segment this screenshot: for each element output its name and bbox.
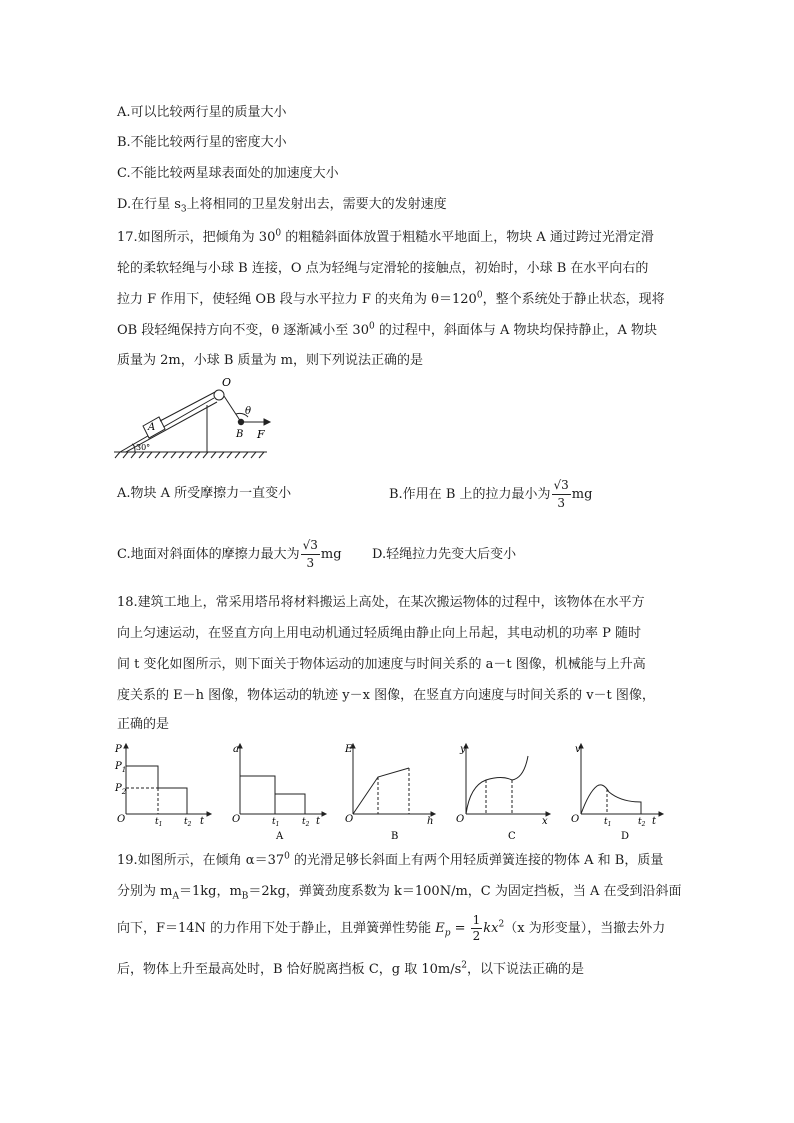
a-graph-t2: $t_2$ bbox=[302, 817, 310, 828]
q19-l3b: （x 为形变量），当撤去外力 bbox=[504, 921, 666, 936]
q17-option-c-num: √3 bbox=[301, 537, 320, 555]
a-graph-t-label: t bbox=[316, 816, 321, 827]
q17-label-f: F bbox=[257, 428, 265, 441]
q17-option-b-fraction bbox=[552, 477, 571, 512]
p-graph-t-label: t bbox=[200, 816, 205, 827]
q17-l4-sup: 0 bbox=[368, 321, 375, 332]
q17-label-o: O bbox=[222, 376, 232, 389]
q17-label-angle: 30° bbox=[136, 443, 151, 452]
q18-graph-b bbox=[343, 742, 443, 840]
q17-label-a: A bbox=[148, 422, 156, 433]
q17-option-b-text: B.作用在 B 上的拉力最小为 bbox=[389, 487, 551, 502]
q17-label-theta: θ bbox=[245, 406, 252, 417]
q19-l1b: 的光滑足够长斜面上有两个用轻质弹簧连接的物体 A 和 B，质量 bbox=[289, 853, 664, 868]
q16-option-d-post: 上将相同的卫星发射出去，需要大的发射速度 bbox=[186, 197, 447, 212]
q19-line-3 bbox=[117, 907, 665, 951]
p-graph-t1: $t_1$ bbox=[155, 817, 163, 828]
q17-l4b: 的过程中，斜面体与 A 物块均保持静止，A 物块 bbox=[374, 323, 658, 338]
q17-option-c-fraction bbox=[301, 537, 320, 572]
q17-option-d: D.轻绳拉力先变大后变小 bbox=[372, 547, 517, 562]
q19-kx-sup: 2 bbox=[498, 919, 505, 930]
q17-line-2: 轮的柔软轻绳与小球 B 连接，O 点为轻绳与定滑轮的接触点，初始时，小球 B 在水平向右的 bbox=[117, 261, 649, 276]
q17-option-b-den: 3 bbox=[557, 496, 565, 510]
c-graph-x-label: x bbox=[542, 816, 548, 827]
q16-option-b: B.不能比较两行星的密度大小 bbox=[117, 135, 287, 150]
q17-l3a: 拉力 F 作用下，使轻绳 OB 段与水平拉力 F 的夹角为 θ＝120 bbox=[117, 292, 477, 307]
p-graph-p1: $P_1$ bbox=[115, 761, 127, 774]
p-graph-p2: $P_2$ bbox=[115, 783, 127, 796]
q17-l3-sup: 0 bbox=[476, 290, 483, 301]
q17-line-4 bbox=[117, 322, 657, 340]
q17-line-5: 质量为 2m，小球 B 质量为 m，则下列说法正确的是 bbox=[117, 353, 424, 368]
q17-l1-sup: 0 bbox=[275, 228, 282, 239]
q17-incline-figure bbox=[112, 374, 272, 462]
q18-line-4: 度关系的 E－h 图像，物体运动的轨迹 y－x 图像，在竖直方向速度与时间关系的 v－t 图像， bbox=[117, 688, 655, 703]
q19-l4-sup: 2 bbox=[461, 960, 468, 971]
q17-l4a: OB 段轻绳保持方向不变，θ 逐渐减小至 30 bbox=[117, 323, 369, 338]
a-graph-origin: O bbox=[232, 814, 241, 825]
q19-l3a: 向下，F＝14N 的力作用下处于静止，且弹簧弹性势能 bbox=[117, 921, 436, 936]
p-graph-t2: $t_2$ bbox=[184, 817, 192, 828]
q19-half-fraction bbox=[471, 913, 483, 944]
q18-graph-a bbox=[230, 742, 330, 840]
b-graph-x-label: h bbox=[427, 816, 434, 827]
q17-label-b: B bbox=[236, 429, 244, 440]
q19-half-num: 1 bbox=[472, 913, 481, 927]
q19-line-4 bbox=[117, 961, 584, 979]
q19-eq: = bbox=[450, 921, 470, 936]
d-graph-t1: $t_1$ bbox=[604, 817, 612, 828]
d-graph-origin: O bbox=[571, 814, 580, 825]
q19-l2c: ＝2kg，弹簧劲度系数为 k＝100N/m，C 为固定挡板，当 A 在受到沿斜面 bbox=[248, 884, 682, 899]
d-graph-caption: D bbox=[621, 831, 630, 842]
q19-l2b: ＝1kg，m bbox=[178, 884, 242, 899]
q19-l1a: 19.如图所示，在倾角 α＝37 bbox=[117, 853, 285, 868]
q19-line-1 bbox=[117, 852, 663, 870]
q17-l3b: ，整个系统处于静止状态，现将 bbox=[482, 292, 665, 307]
q19-line-2 bbox=[117, 883, 682, 901]
q19-l2a: 分别为 m bbox=[117, 884, 173, 899]
a-graph-caption: A bbox=[276, 831, 284, 842]
p-graph-y-label: P bbox=[115, 744, 122, 755]
q18-line-2: 向上匀速运动，在竖直方向上用电动机通过轻质绳由静止向上吊起，其电动机的功率 P 随时 bbox=[117, 626, 642, 641]
q17-option-a: A.物块 A 所受摩擦力一直变小 bbox=[117, 486, 292, 501]
q18-line-1: 18.建筑工地上，常采用塔吊将材料搬运上高处，在某次搬运物体的过程中，该物体在水平方 bbox=[117, 595, 645, 610]
b-graph-origin: O bbox=[345, 814, 354, 825]
c-graph-y-label: y bbox=[460, 744, 466, 755]
q17-option-b bbox=[389, 473, 592, 517]
c-graph-origin: O bbox=[456, 814, 465, 825]
q17-option-b-mg: mg bbox=[571, 487, 593, 502]
q19-l4a: 后，物体上升至最高处时，B 恰好脱离挡板 C，g 取 10m/s bbox=[117, 962, 462, 977]
q17-l1a: 17.如图所示，把倾角为 30 bbox=[117, 230, 276, 245]
q17-option-b-num: √3 bbox=[552, 477, 571, 495]
q19-l2-sub-a: A bbox=[172, 891, 179, 902]
q18-graph-p-t bbox=[113, 742, 213, 828]
q19-l1-sup: 0 bbox=[284, 851, 290, 862]
q19-ep: E bbox=[435, 921, 445, 936]
q17-option-c-text: C.地面对斜面体的摩擦力最大为 bbox=[117, 547, 300, 562]
q17-option-c bbox=[117, 533, 342, 577]
q19-kx: kx bbox=[483, 921, 499, 936]
q17-line-3 bbox=[117, 291, 665, 309]
q16-option-d-sub: 3 bbox=[180, 204, 187, 215]
d-graph-t2: $t_2$ bbox=[638, 817, 646, 828]
q18-line-3: 间 t 变化如图所示，则下面关于物体运动的加速度与时间关系的 a－t 图像，机械能与上升高 bbox=[117, 657, 646, 672]
q18-graph-d bbox=[569, 742, 669, 840]
d-graph-t-label: t bbox=[652, 816, 657, 827]
q19-half-den: 2 bbox=[472, 929, 481, 943]
q18-graph-c bbox=[454, 742, 554, 840]
q19-l4b: ，以下说法正确的是 bbox=[467, 962, 585, 977]
a-graph-t1: $t_1$ bbox=[272, 817, 280, 828]
q19-ep-sub: p bbox=[444, 928, 451, 939]
q16-option-a: A.可以比较两行星的质量大小 bbox=[117, 105, 287, 120]
a-graph-y-label: a bbox=[233, 744, 239, 755]
q16-option-d-pre: D.在行星 s bbox=[117, 197, 181, 212]
q17-line-1 bbox=[117, 229, 654, 247]
q16-option-c: C.不能比较两星球表面处的加速度大小 bbox=[117, 166, 339, 181]
q17-option-c-den: 3 bbox=[306, 556, 315, 570]
q17-option-c-mg: mg bbox=[320, 547, 342, 562]
q16-option-d bbox=[117, 196, 447, 214]
q17-l1b: 的粗糙斜面体放置于粗糙水平地面上，物块 A 通过跨过光滑定滑 bbox=[281, 230, 654, 245]
p-graph-origin: O bbox=[117, 814, 126, 825]
q18-line-5: 正确的是 bbox=[117, 717, 170, 732]
b-graph-caption: B bbox=[391, 831, 399, 842]
d-graph-y-label: v bbox=[575, 744, 581, 755]
b-graph-y-label: E bbox=[345, 744, 353, 755]
c-graph-caption: C bbox=[508, 831, 516, 842]
q19-l2-sub-b: B bbox=[241, 891, 249, 902]
